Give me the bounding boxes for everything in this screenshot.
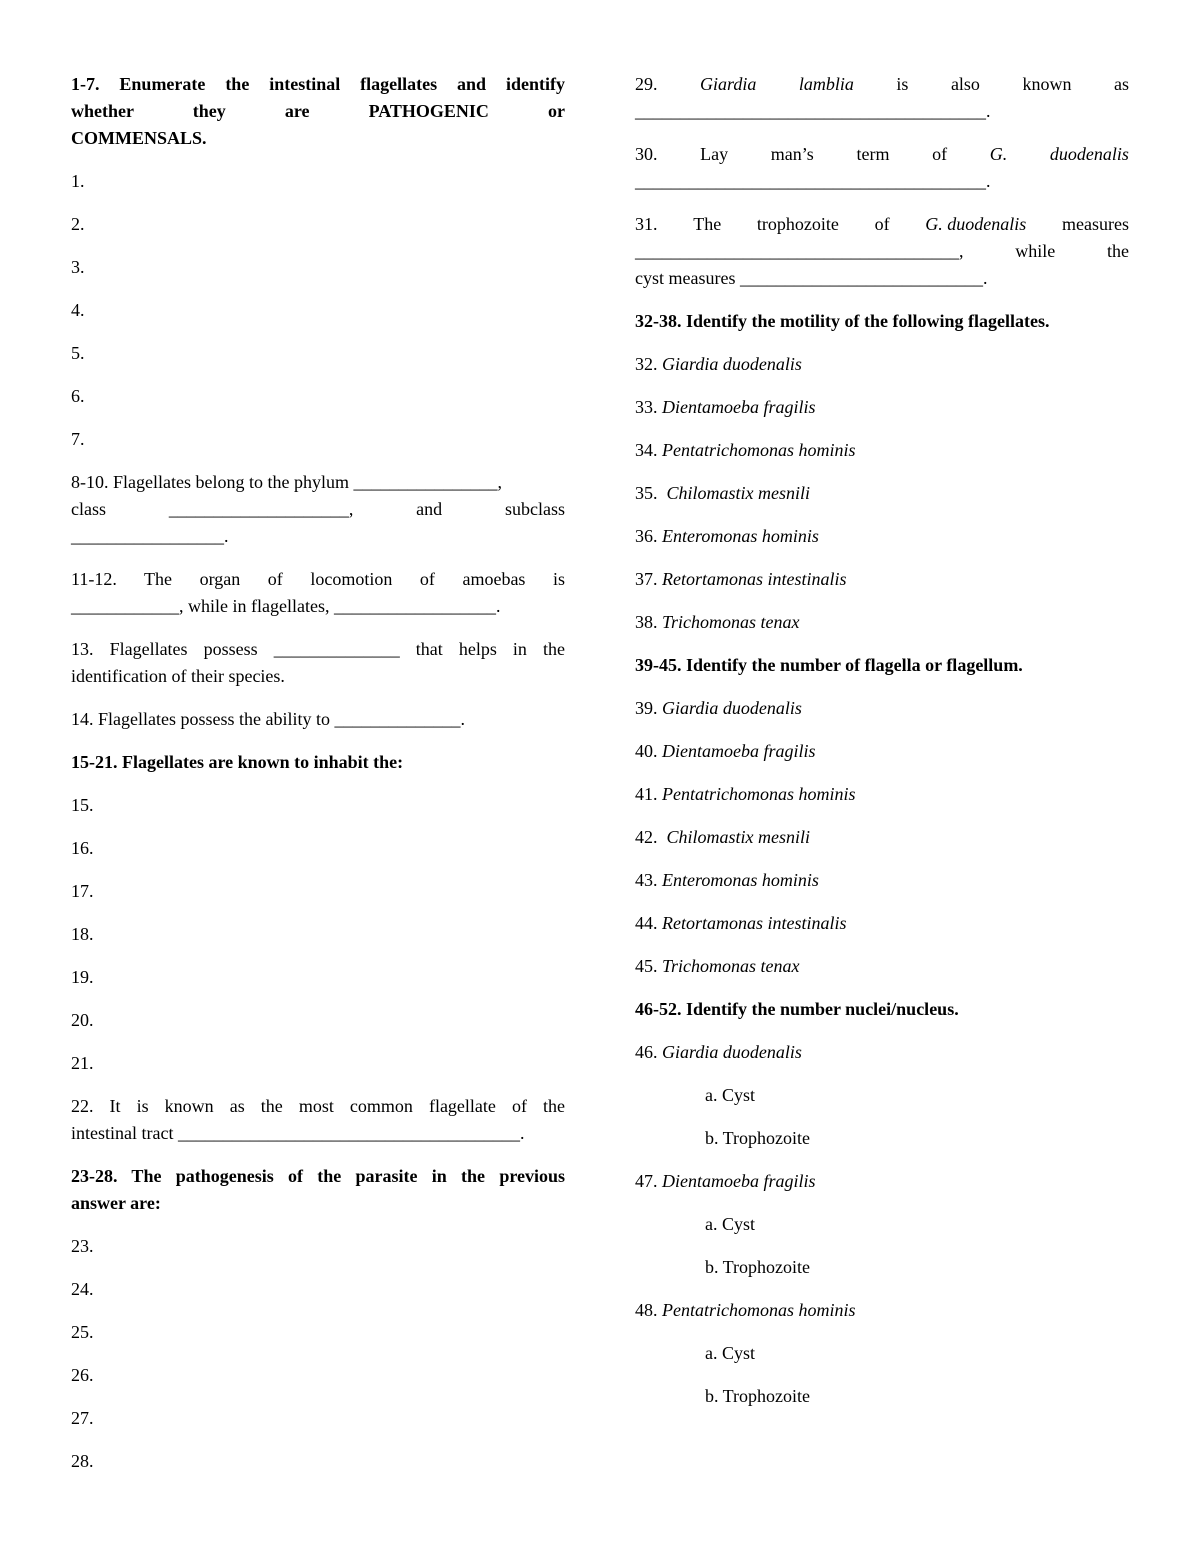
list-item xyxy=(635,609,1129,636)
question-13 xyxy=(71,636,565,690)
question-23-28 xyxy=(71,1163,565,1217)
answer-item: 16. xyxy=(71,838,94,858)
item-number: 42. xyxy=(635,827,658,847)
species-name: Giardia duodenalis xyxy=(662,1042,802,1062)
list-item xyxy=(635,437,1129,464)
question-text xyxy=(635,71,1129,98)
sub-item-trophozoite: b. Trophozoite xyxy=(705,1128,811,1148)
item-number: 45. xyxy=(635,956,658,976)
species-name: Trichomonas tenax xyxy=(662,956,800,976)
answer-item: 25. xyxy=(71,1322,94,1342)
text-fragment: known xyxy=(1022,74,1072,94)
answer-item: 15. xyxy=(71,795,94,815)
text-fragment: ____________________, xyxy=(168,499,354,519)
question-heading: whether they are PATHOGENIC or xyxy=(71,101,565,121)
question-heading: answer are: xyxy=(71,1193,161,1213)
item-number: 32. xyxy=(635,354,658,374)
answer-item: 27. xyxy=(71,1408,94,1428)
list-item xyxy=(635,1297,1129,1324)
question-text: 11-12. The organ of locomotion of amoebas is xyxy=(71,569,565,589)
item-number: 33. xyxy=(635,397,658,417)
list-item xyxy=(635,394,1129,421)
list-item xyxy=(635,566,1129,593)
item-number: 34. xyxy=(635,440,658,460)
list-item xyxy=(635,953,1129,980)
question-text: identification of their species. xyxy=(71,666,285,686)
text-fragment: trophozoite xyxy=(756,214,839,234)
right-column xyxy=(635,71,1129,1426)
answer-item: 3. xyxy=(71,257,85,277)
species-name: Retortamonas intestinalis xyxy=(662,913,847,933)
question-22 xyxy=(71,1093,565,1147)
question-text: 22. It is known as the most common flagellate of the xyxy=(71,1096,565,1116)
species-name: Giardia xyxy=(700,74,757,94)
answer-item: 5. xyxy=(71,343,85,363)
species-name: G. duodenalis xyxy=(925,214,1027,234)
answer-item: 19. xyxy=(71,967,94,987)
question-heading: 1-7. Enumerate the intestinal flagellates and identify xyxy=(71,74,565,94)
question-text: 13. Flagellates possess ______________ that helps in the xyxy=(71,639,565,659)
answer-item: 26. xyxy=(71,1365,94,1385)
question-11-12 xyxy=(71,566,565,620)
species-name: Enteromonas hominis xyxy=(662,870,819,890)
item-number: 44. xyxy=(635,913,658,933)
left-column xyxy=(71,71,565,1491)
species-name: Pentatrichomonas hominis xyxy=(662,1300,856,1320)
answer-item: 17. xyxy=(71,881,94,901)
species-name: Pentatrichomonas hominis xyxy=(662,440,856,460)
list-item xyxy=(635,523,1129,550)
text-fragment: of xyxy=(932,144,948,164)
question-number: 30. xyxy=(635,144,658,164)
item-number: 36. xyxy=(635,526,658,546)
text-fragment: class xyxy=(71,499,106,519)
question-text xyxy=(635,141,1129,168)
species-name: Giardia duodenalis xyxy=(662,698,802,718)
item-number: 39. xyxy=(635,698,658,718)
answer-item: 2. xyxy=(71,214,85,234)
text-fragment: and xyxy=(416,499,443,519)
question-31 xyxy=(635,211,1129,292)
text-fragment: also xyxy=(950,74,980,94)
answer-item: 6. xyxy=(71,386,85,406)
list-item xyxy=(635,824,1129,851)
question-heading: 15-21. Flagellates are known to inhabit the: xyxy=(71,752,404,772)
item-number: 40. xyxy=(635,741,658,761)
answer-item: 7. xyxy=(71,429,85,449)
question-text xyxy=(71,496,565,523)
question-text: ____________________________________, while the xyxy=(635,241,1129,261)
species-name: G. xyxy=(989,144,1008,164)
text-fragment: is xyxy=(896,74,909,94)
list-item xyxy=(635,1168,1129,1195)
question-heading: 46-52. Identify the number nuclei/nucleus. xyxy=(635,999,959,1019)
text-fragment: subclass xyxy=(504,499,565,519)
list-item xyxy=(635,480,1129,507)
list-item xyxy=(635,738,1129,765)
item-number: 47. xyxy=(635,1171,658,1191)
item-number: 48. xyxy=(635,1300,658,1320)
question-heading: 39-45. Identify the number of flagella or flagellum. xyxy=(635,655,1023,675)
answer-blank: _______________________________________. xyxy=(635,171,991,191)
item-number: 38. xyxy=(635,612,658,632)
list-item xyxy=(635,1039,1129,1066)
answer-item: 21. xyxy=(71,1053,94,1073)
question-14: 14. Flagellates possess the ability to ______________. xyxy=(71,709,465,729)
answer-item: 24. xyxy=(71,1279,94,1299)
text-fragment: term xyxy=(856,144,890,164)
question-8-10 xyxy=(71,469,565,550)
item-number: 43. xyxy=(635,870,658,890)
text-fragment: The xyxy=(693,214,722,234)
list-item xyxy=(635,695,1129,722)
answer-blank: _______________________________________. xyxy=(635,101,991,121)
question-heading: 32-38. Identify the motility of the following flagellates. xyxy=(635,311,1050,331)
question-29 xyxy=(635,71,1129,125)
answer-item: 20. xyxy=(71,1010,94,1030)
species-name: Trichomonas tenax xyxy=(662,612,800,632)
question-text: intestinal tract ______________________________________. xyxy=(71,1123,525,1143)
question-1-7 xyxy=(71,71,565,152)
item-number: 46. xyxy=(635,1042,658,1062)
species-name: Dientamoeba fragilis xyxy=(662,741,816,761)
question-heading: COMMENSALS. xyxy=(71,128,207,148)
text-fragment: man’s xyxy=(770,144,814,164)
item-number: 35. xyxy=(635,483,658,503)
question-text: 8-10. Flagellates belong to the phylum ________________, xyxy=(71,472,502,492)
species-name: Giardia duodenalis xyxy=(662,354,802,374)
sub-item-cyst: a. Cyst xyxy=(705,1214,756,1234)
list-item xyxy=(635,781,1129,808)
answer-item: 18. xyxy=(71,924,94,944)
list-item xyxy=(635,351,1129,378)
sub-item-cyst: a. Cyst xyxy=(705,1085,756,1105)
species-name: Chilomastix mesnili xyxy=(666,827,810,847)
question-number: 29. xyxy=(635,74,658,94)
species-name: Dientamoeba fragilis xyxy=(662,397,816,417)
list-item xyxy=(635,910,1129,937)
species-name: Chilomastix mesnili xyxy=(666,483,810,503)
question-text: ____________, while in flagellates, __________________. xyxy=(71,596,501,616)
item-number: 41. xyxy=(635,784,658,804)
list-item xyxy=(635,867,1129,894)
species-name: Retortamonas intestinalis xyxy=(662,569,847,589)
text-fragment: measures xyxy=(1061,214,1129,234)
item-number: 37. xyxy=(635,569,658,589)
sub-item-trophozoite: b. Trophozoite xyxy=(705,1386,811,1406)
species-name: Enteromonas hominis xyxy=(662,526,819,546)
question-30 xyxy=(635,141,1129,195)
question-text: cyst measures ___________________________. xyxy=(635,268,988,288)
answer-item: 28. xyxy=(71,1451,94,1471)
question-number: 31. xyxy=(635,214,658,234)
sub-item-trophozoite: b. Trophozoite xyxy=(705,1257,811,1277)
answer-item: 23. xyxy=(71,1236,94,1256)
species-name: Dientamoeba fragilis xyxy=(662,1171,816,1191)
species-name: duodenalis xyxy=(1049,144,1129,164)
answer-item: 4. xyxy=(71,300,85,320)
text-fragment: as xyxy=(1113,74,1129,94)
species-name: lamblia xyxy=(798,74,854,94)
question-heading: 23-28. The pathogenesis of the parasite in the previous xyxy=(71,1166,565,1186)
question-text: _________________. xyxy=(71,526,229,546)
sub-item-cyst: a. Cyst xyxy=(705,1343,756,1363)
text-fragment: of xyxy=(874,214,890,234)
answer-item: 1. xyxy=(71,171,85,191)
text-fragment: Lay xyxy=(700,144,729,164)
species-name: Pentatrichomonas hominis xyxy=(662,784,856,804)
question-text xyxy=(635,211,1129,238)
